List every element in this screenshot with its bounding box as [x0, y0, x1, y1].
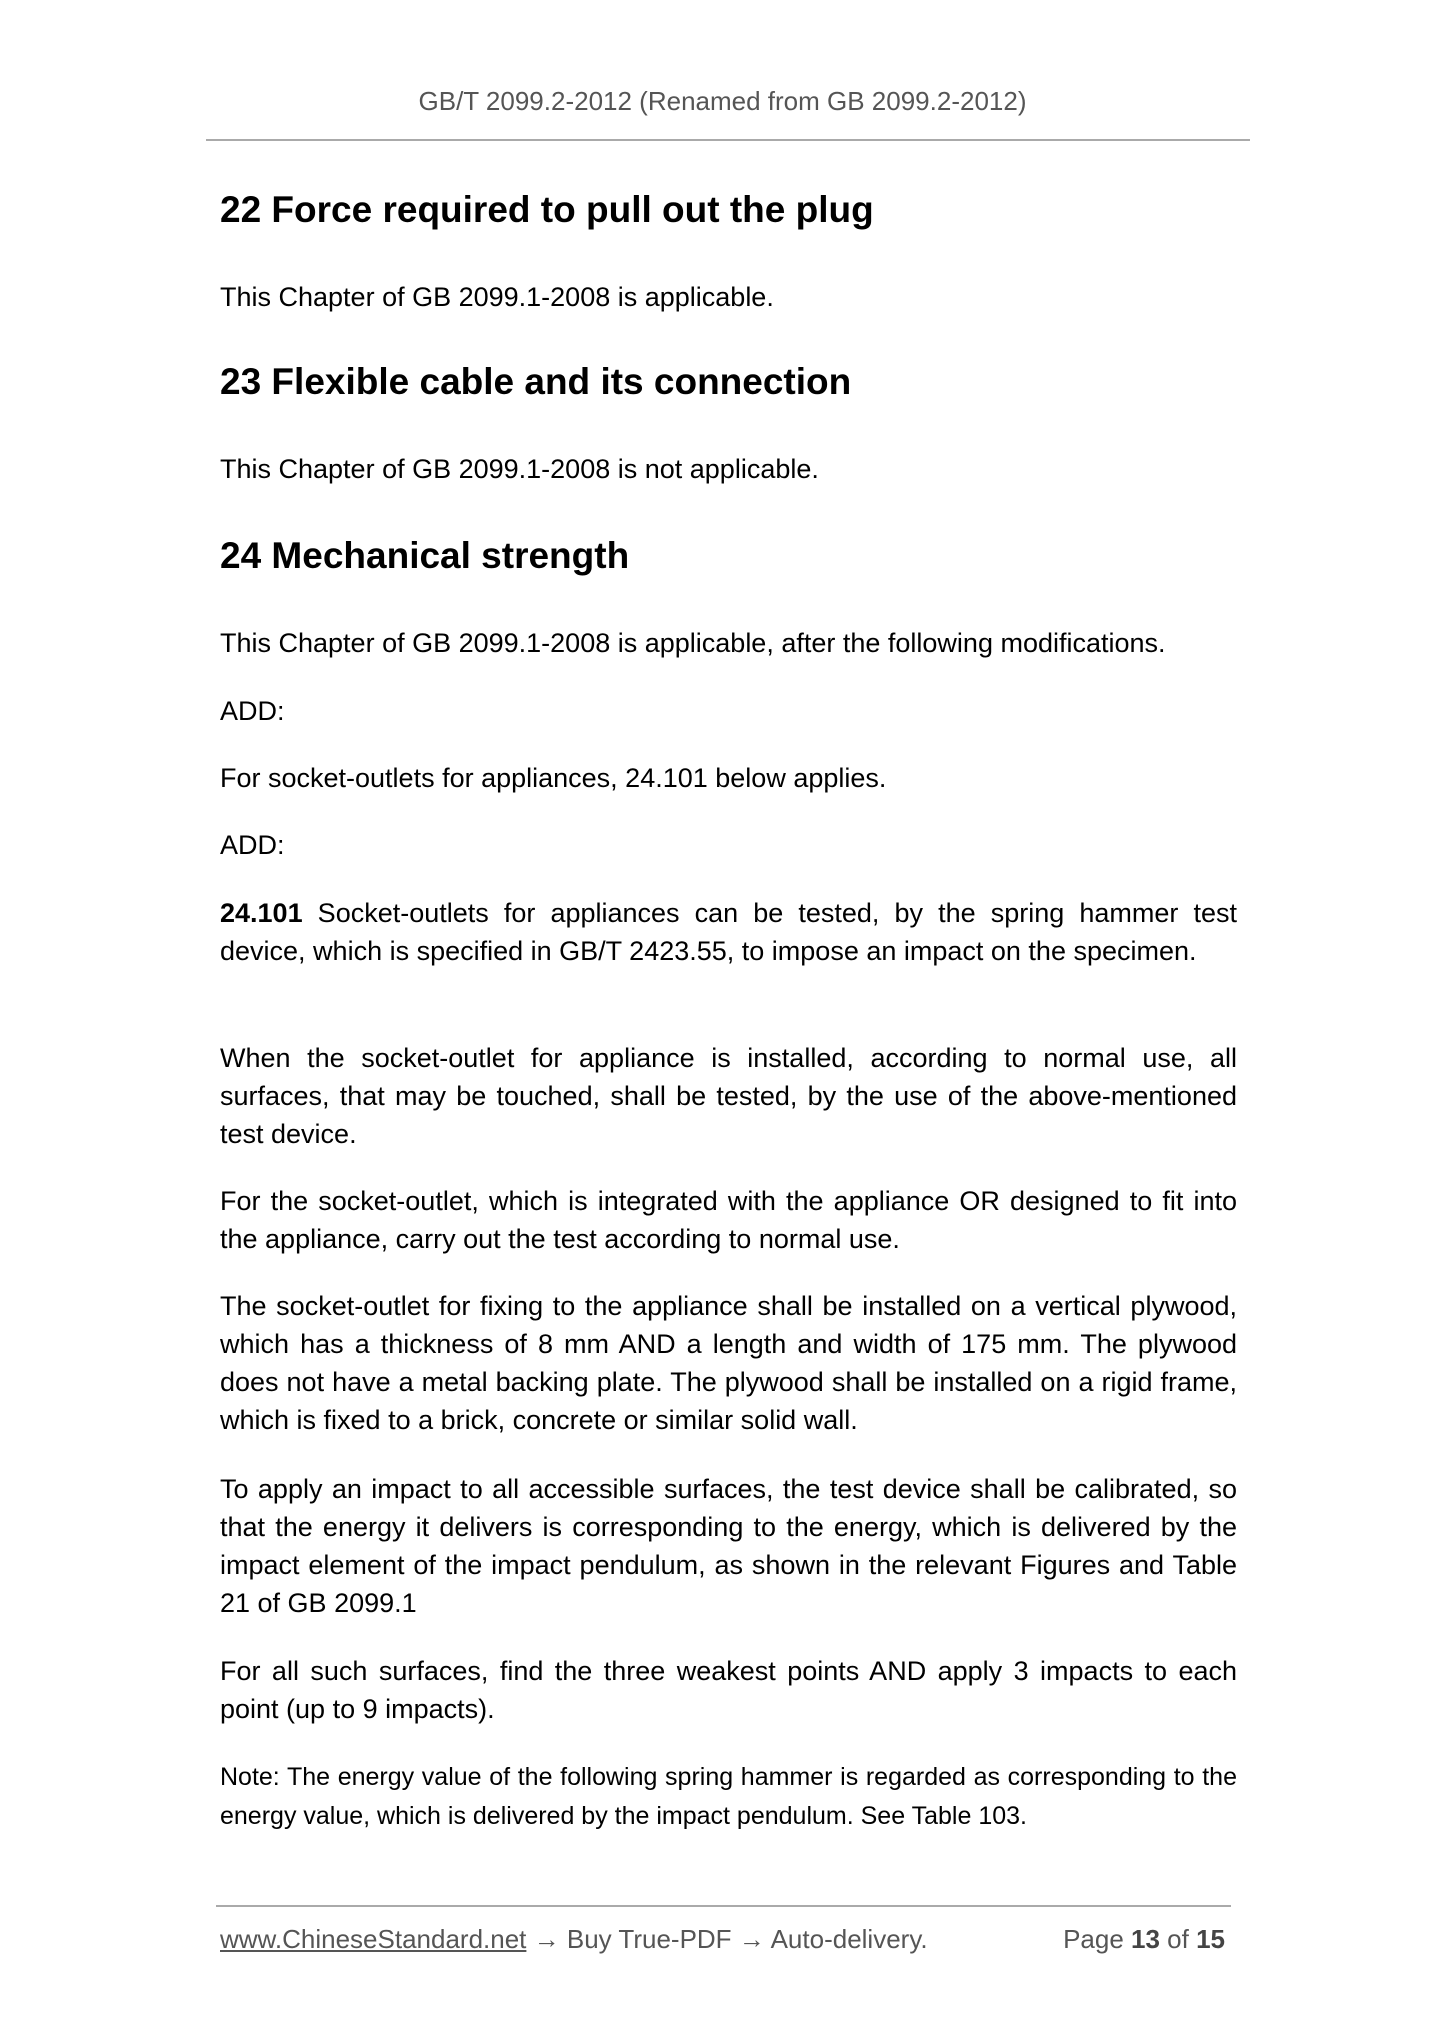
header-rule: [206, 139, 1250, 141]
heading: 22 Force required to pull out the plug: [220, 189, 874, 230]
delivery-text: Auto-delivery.: [770, 1924, 928, 1954]
paragraph: This Chapter of GB 2099.1-2008 is applicable, after the following modifications.: [220, 628, 1166, 658]
paragraph: For all such surfaces, find the three weakest points AND apply 3 impacts to each point (up to 9 impacts).: [220, 1656, 1237, 1724]
arrow-icon: →: [731, 1924, 771, 1954]
clause-text: Socket-outlets for appliances can be tested, by the spring hammer test device, which is specified in GB/T 2423.55, to impose an impact on the specimen.: [220, 898, 1237, 966]
page-number: [1063, 1924, 1225, 1955]
paragraph: To apply an impact to all accessible surfaces, the test device shall be calibrated, so that the energy it delivers is corresponding to the energy, which is delivered by the impact element of the impact pendulum, as shown in the relevant Figures and Table 21 of GB 2099.1: [220, 1474, 1237, 1618]
arrow-icon: →: [526, 1924, 567, 1954]
clause-24-101: [220, 894, 1237, 970]
note: Note: The energy value of the following spring hammer is regarded as corresponding to the energy value, which is delivered by the impact pendulum. See Table 103.: [220, 1763, 1237, 1830]
section-23-text: [220, 450, 1237, 488]
add-label: ADD:: [220, 830, 285, 860]
paragraph: For socket-outlets for appliances, 24.101 below applies.: [220, 763, 887, 793]
footer-left: [220, 1924, 928, 1955]
current-page: 13: [1131, 1924, 1160, 1954]
paragraph: For the socket-outlet, which is integrated with the appliance OR designed to fit into the appliance, carry out the test according to normal use.: [220, 1186, 1237, 1254]
section-23-heading: [220, 360, 1237, 404]
section-22-text: [220, 278, 1237, 316]
of-label: of: [1159, 1924, 1197, 1954]
section-24-heading: [220, 534, 1237, 578]
footer-rule: [216, 1905, 1231, 1907]
website-link[interactable]: www.ChineseStandard.net: [220, 1924, 527, 1954]
paragraph: This Chapter of GB 2099.1-2008 is not applicable.: [220, 454, 819, 484]
paragraph: This Chapter of GB 2099.1-2008 is applicable.: [220, 282, 774, 312]
page-header: GB/T 2099.2-2012 (Renamed from GB 2099.2-2012): [418, 86, 1027, 116]
heading: 23 Flexible cable and its connection: [220, 361, 852, 402]
section-22-heading: [220, 188, 1237, 232]
heading: 24 Mechanical strength: [220, 535, 630, 576]
buy-text: Buy True-PDF: [566, 1924, 732, 1954]
clause-number: 24.101: [220, 898, 303, 928]
paragraph: When the socket-outlet for appliance is installed, according to normal use, all surfaces, that may be touched, shall be tested, by the use of the above-mentioned test device.: [220, 1043, 1237, 1149]
page-label: Page: [1063, 1924, 1132, 1954]
add-label: ADD:: [220, 696, 285, 726]
total-pages: 15: [1196, 1924, 1225, 1954]
paragraph: The socket-outlet for fixing to the appliance shall be installed on a vertical plywood, which has a thickness of 8 mm AND a length and width of 175 mm. The plywood does not have a metal backing plate. The plywood shall be installed on a rigid frame, which is fixed to a brick, concrete or similar solid wall.: [220, 1291, 1237, 1435]
